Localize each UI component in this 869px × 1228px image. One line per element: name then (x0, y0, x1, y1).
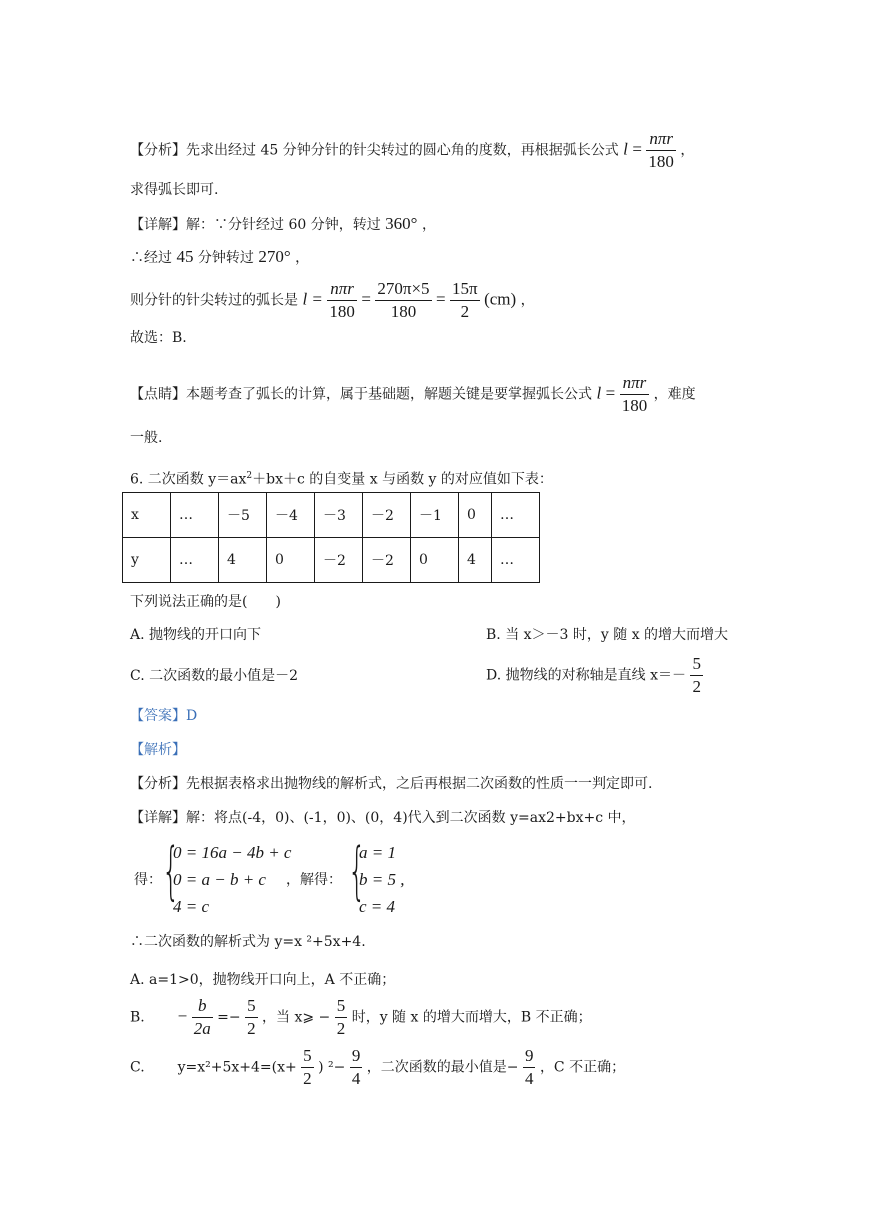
table-cell: 0 (411, 538, 459, 583)
q5-analysis-comma: ， (680, 142, 695, 159)
q5-comment-tail: 一般. (130, 430, 163, 446)
q5-frac-3 (450, 278, 480, 323)
q6-sys2-eq2: b = 5 , (359, 870, 405, 889)
q6-b-frac-2-num: 5 (247, 996, 256, 1015)
q6-stem-a: 6. 二次函数 y＝ax (130, 471, 247, 488)
q6-c-frac (301, 1045, 314, 1090)
q5-comment (130, 372, 696, 417)
q5-analysis-tail: 求得弧长即可. (130, 182, 219, 198)
q5-detail-3 (130, 278, 535, 323)
q6-sys2-eq3: c = 4 (359, 897, 396, 916)
q5-detail-1 (130, 214, 436, 235)
q6-b-eq: =− (217, 1009, 241, 1026)
q6-c-frac-3-num: 9 (524, 1046, 534, 1065)
table-cell: 0 (267, 538, 315, 583)
q6-option-d-frac (690, 653, 703, 698)
q5-frac-1 (327, 278, 357, 323)
table-cell: y (123, 538, 171, 583)
table-cell: 0 (459, 493, 492, 538)
q6-sys1-brace: { (162, 834, 180, 907)
q6-de-label: 得： (134, 872, 162, 888)
q5-arc-formula-den: 180 (648, 152, 674, 171)
q6-jiexi: 【解析】 (130, 742, 186, 758)
q6-stem-b: ＋bx＋c 的自变量 x 与函数 y 的对应值如下表： (252, 471, 553, 488)
q6-sys2-brace: { (348, 834, 366, 907)
q6-b-frac-den: 2a (193, 1019, 211, 1038)
q5-formula-eq: = (632, 139, 642, 159)
q6-sys1-eq3: 4 = c (173, 897, 210, 916)
table-cell: … (492, 493, 540, 538)
q6-jiede-label: ，解得： (286, 872, 342, 888)
q5-frac-2 (375, 278, 431, 323)
q5-arc-formula (646, 128, 676, 173)
q6-option-d (486, 653, 703, 698)
table-cell: －5 (219, 493, 267, 538)
q6-line-b (130, 995, 592, 1040)
q6-c-frac-2 (350, 1045, 363, 1090)
q6-c-mid: ，二次函数的最小值是− (366, 1059, 519, 1076)
q6-c-label: C. (130, 1059, 145, 1076)
q5-arc-formula-num: nπr (649, 129, 673, 148)
q5-comment-eq: = (605, 383, 616, 403)
table-cell: x (123, 493, 171, 538)
q6-c-frac-3 (523, 1045, 536, 1090)
q6-c-frac-num: 5 (303, 1046, 312, 1065)
q6-c-frac-2-num: 9 (351, 1046, 361, 1065)
q6-option-a: A. 抛物线的开口向下 (130, 627, 262, 643)
q5-frac-2-den: 180 (375, 300, 431, 323)
q5-frac-1-num: nπr (330, 279, 354, 298)
table-cell: －2 (315, 538, 363, 583)
q6-sys1-eq2: 0 = a − b + c (173, 870, 266, 889)
table-cell: －2 (363, 493, 411, 538)
q5-comment-l: l (596, 383, 602, 403)
q5-frac-1-den: 180 (329, 302, 355, 321)
q6-result: ∴二次函数的解析式为 y=x ²+5x+4. (130, 934, 366, 950)
q6-b-frac-3-num: 5 (336, 996, 346, 1015)
q6-b-minus: − (177, 1006, 188, 1026)
q6-c-tail: ，C 不正确； (539, 1059, 626, 1076)
q6-sys1-eq1: 0 = 16a − 4b + c (173, 843, 292, 862)
q5-unit: (cm) (484, 289, 517, 309)
q6-answer: 【答案】D (130, 708, 198, 724)
q5-deg360: 360° (385, 214, 418, 233)
q5-detail-2 (130, 247, 309, 268)
table-cell: 4 (459, 538, 492, 583)
table-cell: 4 (219, 538, 267, 583)
q6-c-frac-3-den: 4 (524, 1069, 534, 1088)
q5-comment-formula-den: 180 (621, 396, 648, 415)
q5-comment-text: 【点睛】本题考查了弧长的计算，属于基础题，解题关键是要掌握弧长公式 (130, 386, 592, 403)
q5-comment-end: ，难度 (653, 386, 696, 403)
q6-option-d-text: D. 抛物线的对称轴是直线 x＝－ (486, 667, 686, 684)
q6-b-frac (192, 995, 213, 1040)
q6-b-frac-num: b (197, 996, 207, 1015)
q6-sys2-eq1: a = 1 (359, 843, 396, 862)
table-cell: －1 (411, 493, 459, 538)
q6-stem (130, 466, 553, 490)
q6-c-close: ) ²− (318, 1059, 346, 1076)
table-row-x (123, 493, 540, 538)
q6-b-frac-3 (335, 995, 348, 1040)
q6-c-frac-den: 2 (303, 1069, 312, 1088)
q6-analysis: 【分析】先根据表格求出抛物线的解析式，之后再根据二次函数的性质一一判定即可. (130, 776, 653, 792)
q6-option-d-num: 5 (692, 654, 701, 673)
q5-comment-formula-num: nπr (622, 373, 647, 392)
q5-detail-1-text: 【详解】解：∵分针经过 60 分钟，转过 (130, 217, 381, 233)
q5-frac-3-num: 15π (452, 279, 478, 298)
q5-formula-l: l (623, 139, 628, 159)
table-cell: －4 (267, 493, 315, 538)
q5-detail-2b: 分钟转过 (197, 250, 254, 266)
q5-n45: 45 (176, 247, 194, 266)
q5-comment-formula (620, 372, 650, 417)
q6-b-frac-2-den: 2 (247, 1019, 256, 1038)
q6-b-label: B. (130, 1009, 145, 1026)
q6-c-expr: y=x²+5x+4=(x+ (177, 1059, 297, 1076)
q5-detail-3-text: 则分针的针尖转过的弧长是 (130, 292, 298, 309)
table-cell: －2 (363, 538, 411, 583)
q5-analysis-text: 【分析】先求出经过 45 分钟分针的针尖转过的圆心角的度数，再根据弧长公式 (130, 142, 619, 159)
q6-option-d-den: 2 (692, 677, 701, 696)
q5-choose: 故选：B. (130, 330, 187, 346)
table-cell: … (171, 538, 219, 583)
q6-b-frac-2 (245, 995, 258, 1040)
q5-l-eq: l = (302, 289, 323, 309)
q5-detail-1-end: ， (421, 217, 436, 233)
q6-value-table (122, 492, 540, 583)
q5-deg270: 270° (258, 247, 291, 266)
table-cell: －3 (315, 493, 363, 538)
q6-detail: 【详解】解：将点(-4，0)、(-1，0)、(0，4)代入到二次函数 y=ax2+bx+c 中， (130, 810, 636, 826)
q5-detail-2c: ， (295, 250, 310, 266)
table-cell: … (492, 538, 540, 583)
table-cell: … (171, 493, 219, 538)
q5-eq-1: = (361, 289, 371, 309)
q6-b-frac-3-den: 2 (336, 1019, 346, 1038)
q5-frac-2-num: 270π×5 (377, 279, 430, 298)
q5-analysis-line (130, 128, 694, 173)
q5-detail-2a: ∴经过 (130, 250, 172, 266)
q5-eq-2: = (435, 289, 446, 309)
q6-option-c: C. 二次函数的最小值是－2 (130, 668, 299, 684)
q6-b-tail: 时，y 随 x 的增大而增大，B 不正确； (351, 1009, 592, 1026)
q5-frac-3-den: 2 (450, 300, 480, 323)
q6-option-b: B. 当 x＞－3 时，y 随 x 的增大而增大 (486, 627, 729, 643)
q6-stem-sup: 2 (246, 471, 253, 481)
q6-line-a: A. a=1>0，抛物线开口向上，A 不正确； (130, 972, 396, 988)
q6-c-frac-2-den: 4 (351, 1069, 361, 1088)
q6-question: 下列说法正确的是( ) (130, 594, 281, 610)
q6-b-when: ，当 x⩾ − (262, 1009, 331, 1026)
q5-detail-3-end: ， (520, 292, 535, 309)
q6-line-c (130, 1045, 625, 1090)
table-row-y (123, 538, 540, 583)
